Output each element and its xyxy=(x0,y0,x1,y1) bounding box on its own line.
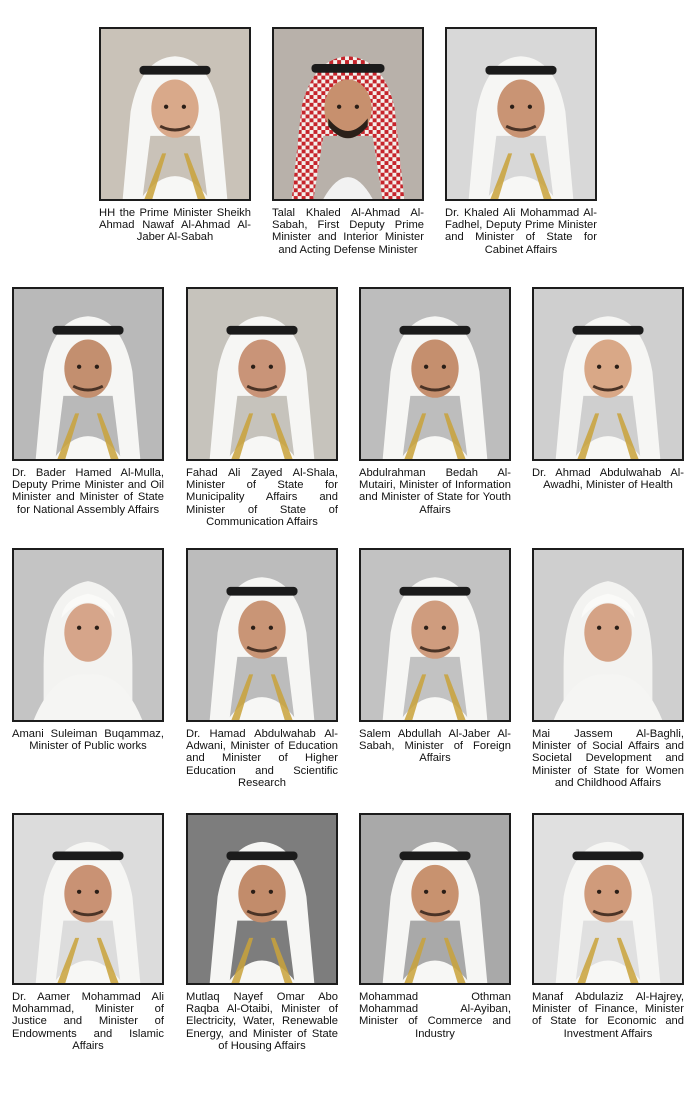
minister-photo xyxy=(532,813,684,985)
minister-photo xyxy=(12,813,164,985)
minister-caption: Dr. Ahmad Abdulwahab Al-Awadhi, Minister of Health xyxy=(532,467,684,492)
minister-caption: HH the Prime Minister Sheikh Ahmad Nawaf Al-Ahmad Al-Jaber Al-Sabah xyxy=(99,207,251,244)
minister-photo xyxy=(99,27,251,201)
minister-photo xyxy=(359,813,511,985)
minister-photo xyxy=(359,287,511,461)
minister-photo xyxy=(532,287,684,461)
minister-photo xyxy=(186,813,338,985)
minister-photo xyxy=(359,548,511,722)
minister-caption: Mohammad Othman Mohammad Al-Ayiban, Minister of Commerce and Industry xyxy=(359,991,511,1040)
minister-photo xyxy=(186,287,338,461)
minister-caption: Mai Jassem Al-Baghli, Minister of Social Affairs and Societal Development and Minister of State for Women and Childhood Affairs xyxy=(532,728,684,789)
minister-caption: Abdulrahman Bedah Al-Mutairi, Minister of Information and Minister of State for Youth Affairs xyxy=(359,467,511,516)
minister-photo xyxy=(12,287,164,461)
minister-caption: Amani Suleiman Buqammaz, Minister of Public works xyxy=(12,728,164,753)
minister-caption: Mutlaq Nayef Omar Abo Raqba Al-Otaibi, Minister of Electricity, Water, Renewable Energy, and Minister of State of Housing Affairs xyxy=(186,991,338,1052)
minister-caption: Dr. Aamer Mohammad Ali Mohammad, Minister of Justice and Minister of Endowments and Islamic Affairs xyxy=(12,991,164,1052)
minister-photo xyxy=(186,548,338,722)
minister-caption: Salem Abdullah Al-Jaber Al-Sabah, Minister of Foreign Affairs xyxy=(359,728,511,765)
minister-caption: Talal Khaled Al-Ahmad Al-Sabah, First Deputy Prime Minister and Interior Minister and Acting Defense Minister xyxy=(272,207,424,256)
minister-photo xyxy=(532,548,684,722)
minister-caption: Dr. Bader Hamed Al-Mulla, Deputy Prime Minister and Oil Minister and Minister of State for National Assembly Affairs xyxy=(12,467,164,516)
minister-caption: Dr. Khaled Ali Mohammad Al-Fadhel, Deputy Prime Minister and Minister of State for Cabinet Affairs xyxy=(445,207,597,256)
minister-photo xyxy=(12,548,164,722)
minister-photo xyxy=(445,27,597,201)
minister-caption: Fahad Ali Zayed Al-Shala, Minister of State for Municipality Affairs and Minister of State of Communication Affairs xyxy=(186,467,338,528)
minister-caption: Manaf Abdulaziz Al-Hajrey, Minister of Finance, Minister of State for Economic and Investment Affairs xyxy=(532,991,684,1040)
minister-caption: Dr. Hamad Abdulwahab Al-Adwani, Minister of Education and Minister of Higher Education and Scientific Research xyxy=(186,728,338,789)
minister-photo xyxy=(272,27,424,201)
